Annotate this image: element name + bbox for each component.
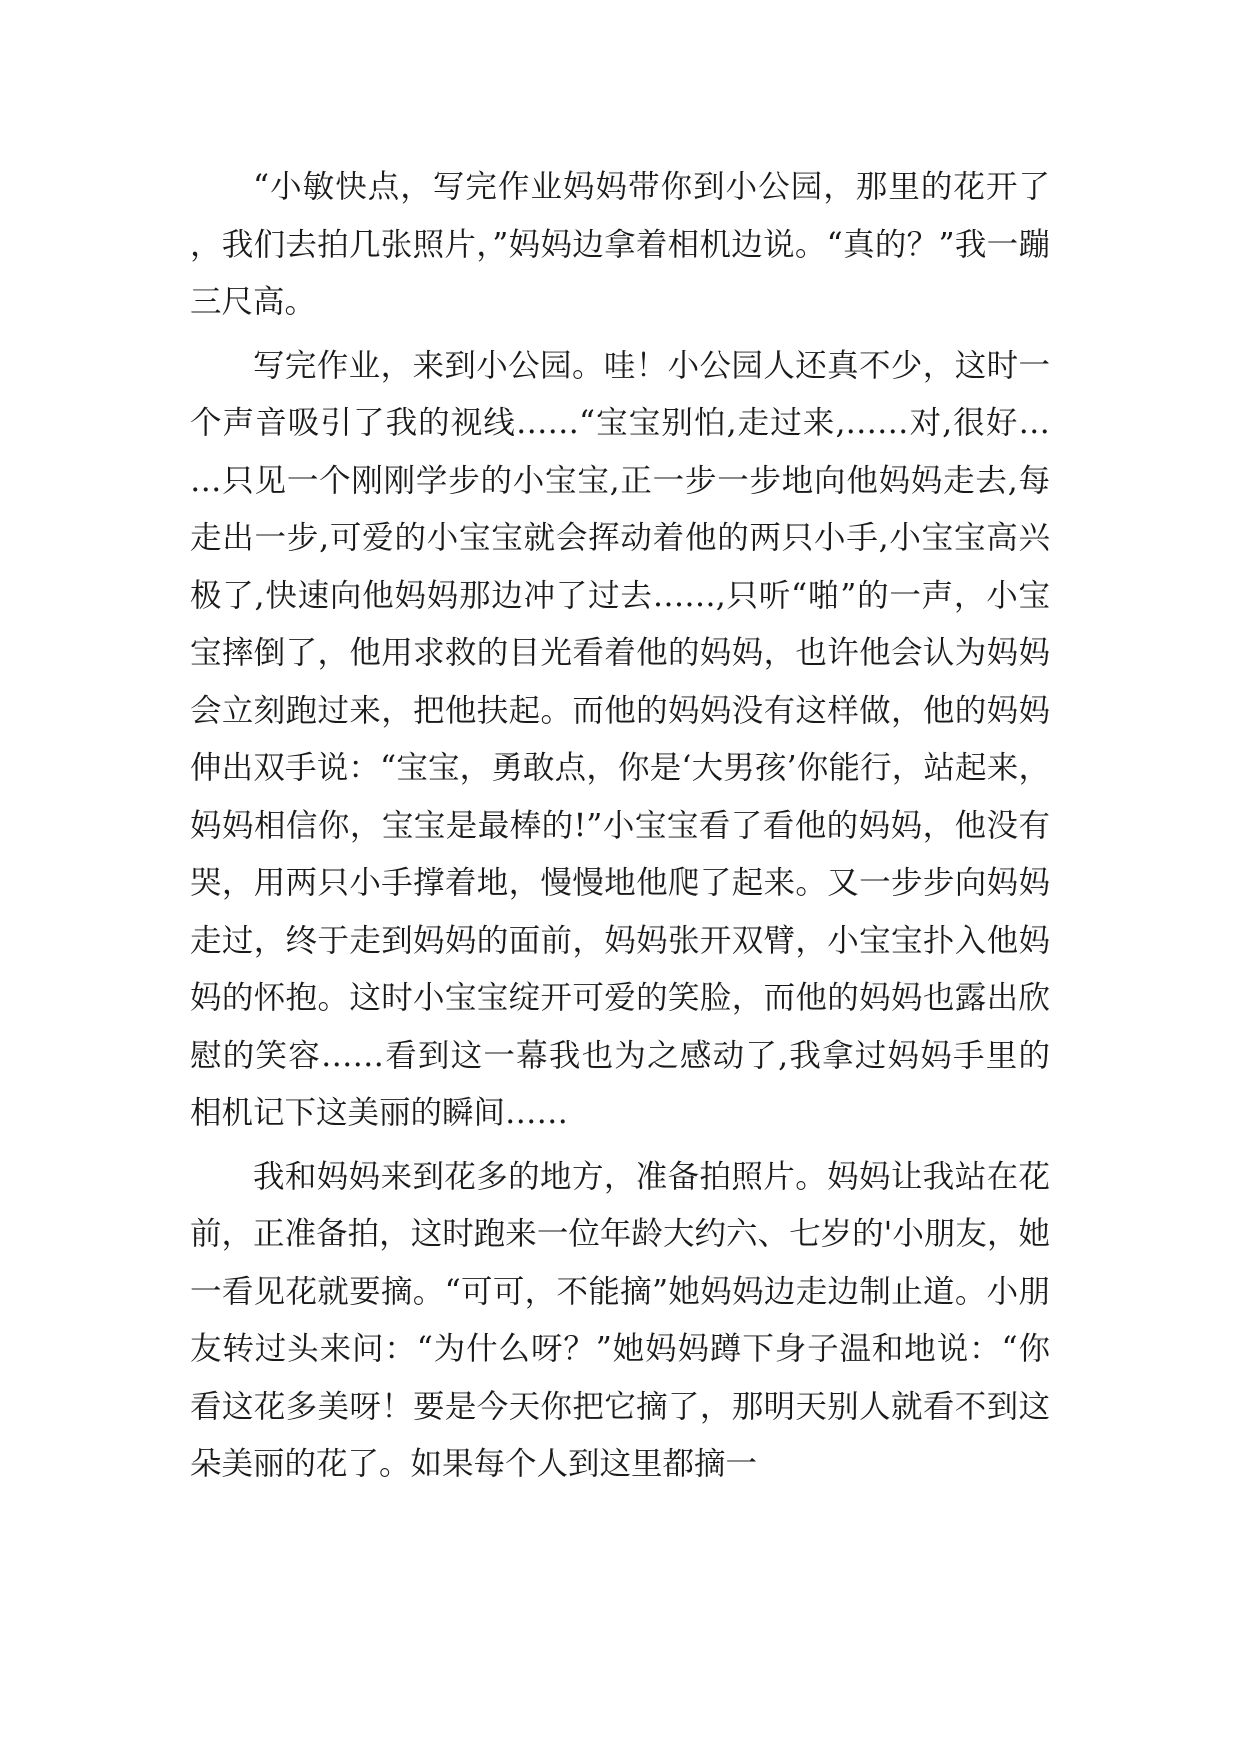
- paragraph-1: “小敏快点，写完作业妈妈带你到小公园，那里的花开了，我们去拍几张照片，”妈妈边拿着相机边说。“真的？”我一蹦三尺高。: [190, 169, 1050, 320]
- paragraph-3: 我和妈妈来到花多的地方，准备拍照片。妈妈让我站在花前，正准备拍，这时跑来一位年龄大约六、七岁的'小朋友，她一看见花就要摘。“可可，不能摘”她妈妈边走边制止道。小朋友转过头来问：“为什么呀？”她妈妈蹲下身子温和地说：“你看这花多美呀！要是今天你把它摘了，那明天别人就看不到这朵美丽的花了。如果每个人到这里都摘一: [190, 1158, 1050, 1482]
- paragraph-2: 写完作业，来到小公园。哇！小公园人还真不少，这时一个声音吸引了我的视线……“宝宝别怕,走过来,……对,很好……只见一个刚刚学步的小宝宝,正一步一步地向他妈妈走去,每走出一步,可爱的小宝宝就会挥动着他的两只小手,小宝宝高兴极了,快速向他妈妈那边冲了过去……,只听“啪”的一声，小宝宝摔倒了，他用求救的目光看着他的妈妈，也许他会认为妈妈会立刻跑过来，把他扶起。而他的妈妈没有这样做，他的妈妈伸出双手说：“宝宝，勇敢点，你是‘大男孩’你能行，站起来，妈妈相信你，宝宝是最棒的!”小宝宝看了看他的妈妈，他没有哭，用两只小手撑着地，慢慢地他爬了起来。又一步步向妈妈走过，终于走到妈妈的面前，妈妈张开双臂，小宝宝扑入他妈妈的怀抱。这时小宝宝绽开可爱的笑脸，而他的妈妈也露出欣慰的笑容……看到这一幕我也为之感动了,我拿过妈妈手里的相机记下这美丽的瞬间……: [190, 347, 1050, 1131]
- document-body: [190, 159, 1050, 1494]
